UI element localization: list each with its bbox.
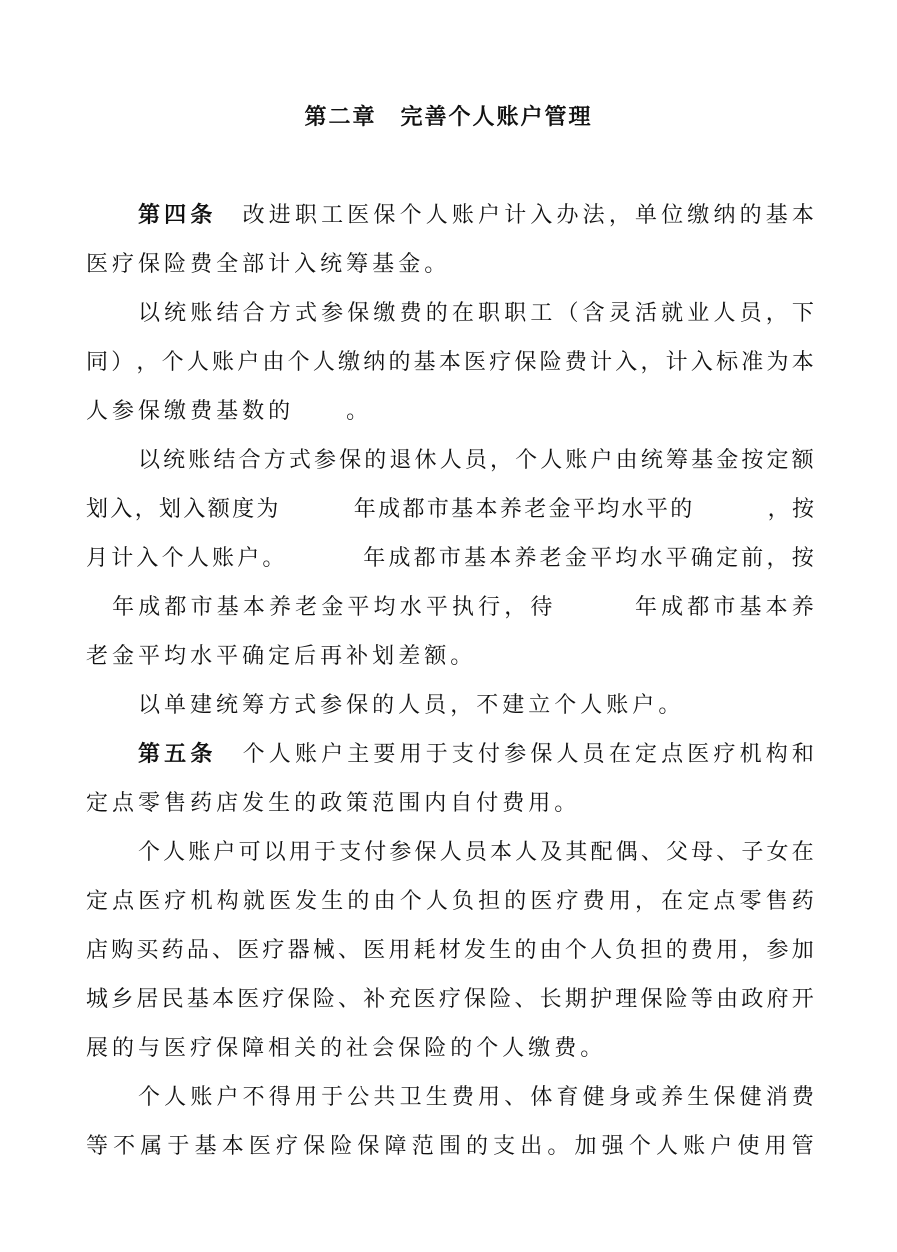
text-line: 展 的 与 医 疗 保 障 相 关 的 社 会 保 险 的 个 人 缴 费 。 [86,1036,607,1061]
text-line: 以 统 账 结 合 方 式 参 保 缴 费 的 在 职 职 工 （ 含 灵 活 就 业 人 员 ， 下 [138,301,814,326]
text-line: 个 人 账 户 不 得 用 于 公 共 卫 生 费 用 、 体 育 健 身 或 养 生 保 健 消 费 [138,1085,814,1110]
text-line: 同 ） ， 个 人 账 户 由 个 人 缴 纳 的 基 本 医 疗 保 险 费 计 入 ， 计 入 标 准 为 本 [86,350,814,375]
text-line: 定 点 医 疗 机 构 就 医 发 生 的 由 个 人 负 担 的 医 疗 费 用 ， 在 定 点 零 售 药 [86,889,814,914]
text-line: 第 四 条 改 进 职 工 医 保 个 人 账 户 计 入 办 法 ， 单 位 缴 纳 的 基 本 [138,203,814,228]
text-line: 个 人 账 户 可 以 用 于 支 付 参 保 人 员 本 人 及 其 配 偶 、 父 母 、 子 女 在 [138,840,814,865]
text-line: 城 乡 居 民 基 本 医 疗 保 险 、 补 充 医 疗 保 险 、 长 期 护 理 保 险 等 由 政 府 开 [86,987,814,1012]
text-line: 第 五 条 个 人 账 户 主 要 用 于 支 付 参 保 人 员 在 定 点 医 疗 机 构 和 [138,742,814,767]
chapter-title: 第二章 完善个人账户管理 [304,105,593,130]
text-line: 划 入 ， 划 入 额 度 为 年 成 都 市 基 本 养 老 金 平 均 水 平 的 ， 按 [86,497,814,522]
text-line: 月 计 入 个 人 账 户 。 年 成 都 市 基 本 养 老 金 平 均 水 平 确 定 前 ， 按 [86,546,814,571]
text-line: 人 参 保 缴 费 基 数 的 。 [86,399,373,424]
text-line: 医 疗 保 险 费 全 部 计 入 统 筹 基 金 。 [86,252,451,277]
text-line: 老 金 平 均 水 平 确 定 后 再 补 划 差 额 。 [86,644,477,669]
text-line: 以 单 建 统 筹 方 式 参 保 的 人 员 ， 不 建 立 个 人 账 户 。 [138,693,685,718]
text-line: 定 点 零 售 药 店 发 生 的 政 策 范 围 内 自 付 费 用 。 [86,791,581,816]
text-line: 以 统 账 结 合 方 式 参 保 的 退 休 人 员 ， 个 人 账 户 由 统 筹 基 金 按 定 额 [138,448,814,473]
text-line: 年 成 都 市 基 本 养 老 金 平 均 水 平 执 行 ， 待 年 成 都 市 基 本 养 [112,595,814,620]
text-line: 店 购 买 药 品 、 医 疗 器 械 、 医 用 耗 材 发 生 的 由 个 人 负 担 的 费 用 ， 参 加 [86,938,814,963]
text-line: 等 不 属 于 基 本 医 疗 保 险 保 障 范 围 的 支 出 。 加 强 个 人 账 户 使 用 管 [86,1134,814,1159]
